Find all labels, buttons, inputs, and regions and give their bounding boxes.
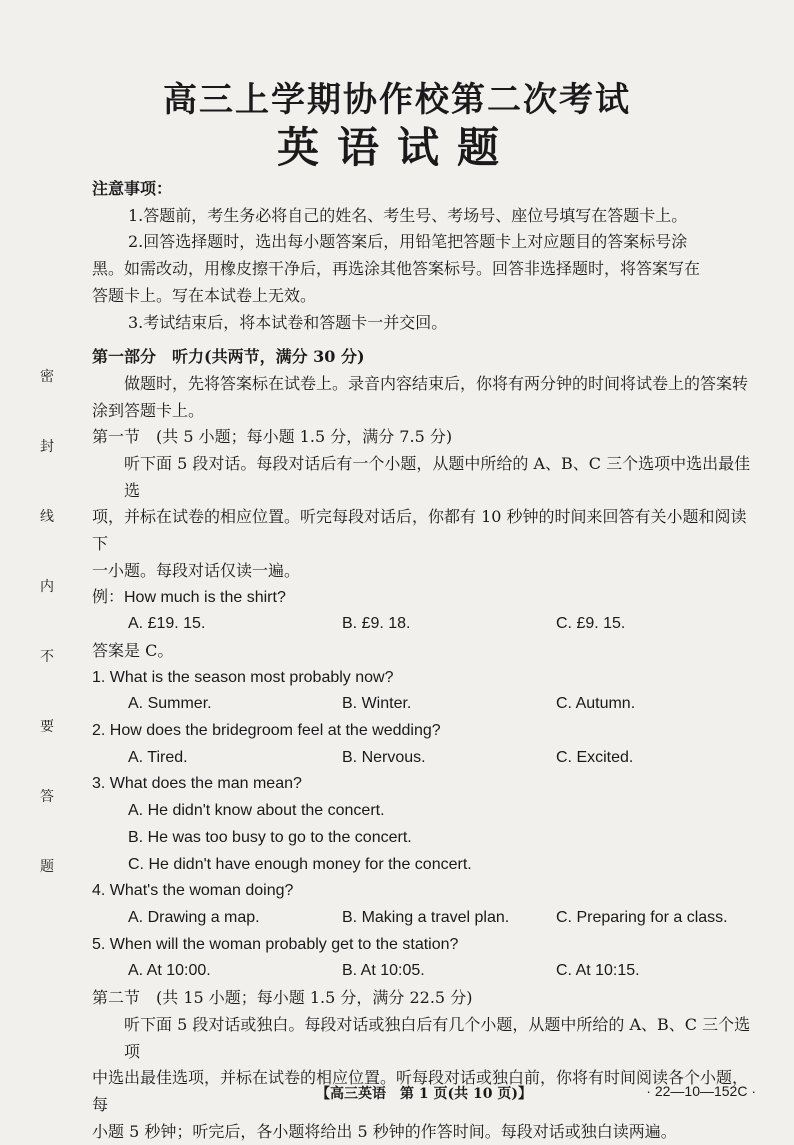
question-3: 3. What does the man mean? (92, 775, 302, 793)
section2-instructions: 听下面 5 段对话或独白。每段对话或独白后有几个小题，从题中所给的 A、B、C 三个选项 (124, 1014, 751, 1061)
part1-intro: 涂到答题卡上。 (92, 400, 205, 420)
notice-item: 1.答题前，考生务必将自己的姓名、考生号、考场号、座位号填写在答题卡上。 (128, 205, 688, 225)
exam-title: 高三上学期协作校第二次考试 (163, 80, 631, 120)
seal-char: 封 (40, 439, 54, 455)
option-c: C. Excited. (556, 748, 634, 766)
section1-instructions: 听下面 5 段对话。每段对话后有一个小题，从题中所给的 A、B、C 三个选项中选出最佳选 (124, 454, 751, 500)
section2-instructions: 小题 5 秒钟；听完后，各小题将给出 5 秒钟的作答时间。每段对话或独白读两遍。 (92, 1121, 677, 1141)
question-1: 1. What is the season most probably now? (92, 668, 394, 686)
question-4-options (92, 905, 752, 932)
subject-title: 英语试题 (276, 123, 517, 172)
example-options (92, 611, 752, 638)
seal-char: 要 (40, 719, 54, 735)
option-c: C. Preparing for a class. (556, 908, 728, 926)
example-answer: 答案是 C。 (92, 640, 174, 660)
seal-char: 线 (40, 509, 54, 525)
question-5: 5. When will the woman probably get to the station? (92, 935, 459, 953)
section1-heading: 第一节 (共 5 小题；每小题 1.5 分，满分 7.5 分) (92, 427, 453, 447)
section1-instructions: 一小题。每段对话仅读一遍。 (92, 560, 301, 580)
option-b: B. £9. 18. (342, 615, 411, 633)
option-a: A. Drawing a map. (128, 908, 260, 926)
seal-char: 内 (40, 579, 54, 595)
seal-line-notice (36, 370, 58, 930)
question-2: 2. How does the bridegroom feel at the wedding? (92, 722, 441, 740)
exam-code: · 22—10—152C · (646, 1083, 756, 1099)
section2-instructions: 中选出最佳选项，并标在试卷的相应位置。听每段对话或独白前，你将有时间阅读各个小题，每 (92, 1068, 749, 1114)
option-c: C. £9. 15. (556, 615, 626, 633)
option-b: B. Making a travel plan. (342, 908, 510, 926)
notice-item: 2.回答选择题时，选出每小题答案后，用铅笔把答题卡上对应题目的答案标号涂 (128, 232, 688, 252)
part1-intro: 做题时，先将答案标在试卷上。录音内容结束后，你将有两分钟的时间将试卷上的答案转 (124, 373, 749, 393)
option-a: A. Tired. (128, 748, 188, 766)
option-c: C. He didn't have enough money for the concert. (128, 855, 472, 873)
option-c: C. Autumn. (556, 695, 636, 713)
seal-char: 密 (40, 369, 54, 385)
page-number: 【高三英语 第 1 页(共 10 页)】 (316, 1086, 532, 1102)
option-b: B. Winter. (342, 695, 412, 713)
option-a: A. £19. 15. (128, 615, 206, 633)
question-4: 4. What's the woman doing? (92, 882, 294, 900)
seal-char: 答 (40, 789, 54, 805)
notice-item: 黑。如需改动，用橡皮擦干净后，再选涂其他答案标号。回答非选择题时，将答案写在 (92, 259, 701, 279)
option-b: B. Nervous. (342, 748, 426, 766)
part1-heading: 第一部分 听力(共两节，满分 30 分) (92, 347, 365, 367)
option-a: A. He didn't know about the concert. (128, 802, 385, 820)
question-2-options (92, 745, 752, 772)
page-footer (92, 1083, 756, 1103)
section2-heading: 第二节 (共 15 小题；每小题 1.5 分，满分 22.5 分) (92, 988, 473, 1008)
seal-char: 题 (40, 859, 54, 875)
page-content (92, 176, 752, 1145)
option-b: B. At 10:05. (342, 962, 425, 980)
notice-heading: 注意事项： (92, 179, 173, 198)
example-question: 例：How much is the shirt? (92, 588, 286, 606)
notice-item: 3.考试结束后，将本试卷和答题卡一并交回。 (128, 312, 448, 332)
notice-item: 答题卡上。写在本试卷上无效。 (92, 285, 317, 305)
question-1-options (92, 691, 752, 718)
option-b: B. He was too busy to go to the concert. (128, 828, 412, 846)
seal-char: 不 (40, 649, 54, 665)
option-a: A. At 10:00. (128, 962, 211, 980)
section1-instructions: 项，并标在试卷的相应位置。听完每段对话后，你都有 10 秒钟的时间来回答有关小题和阅读下 (92, 507, 747, 554)
option-c: C. At 10:15. (556, 962, 640, 980)
option-a: A. Summer. (128, 695, 212, 713)
question-5-options (92, 958, 752, 985)
